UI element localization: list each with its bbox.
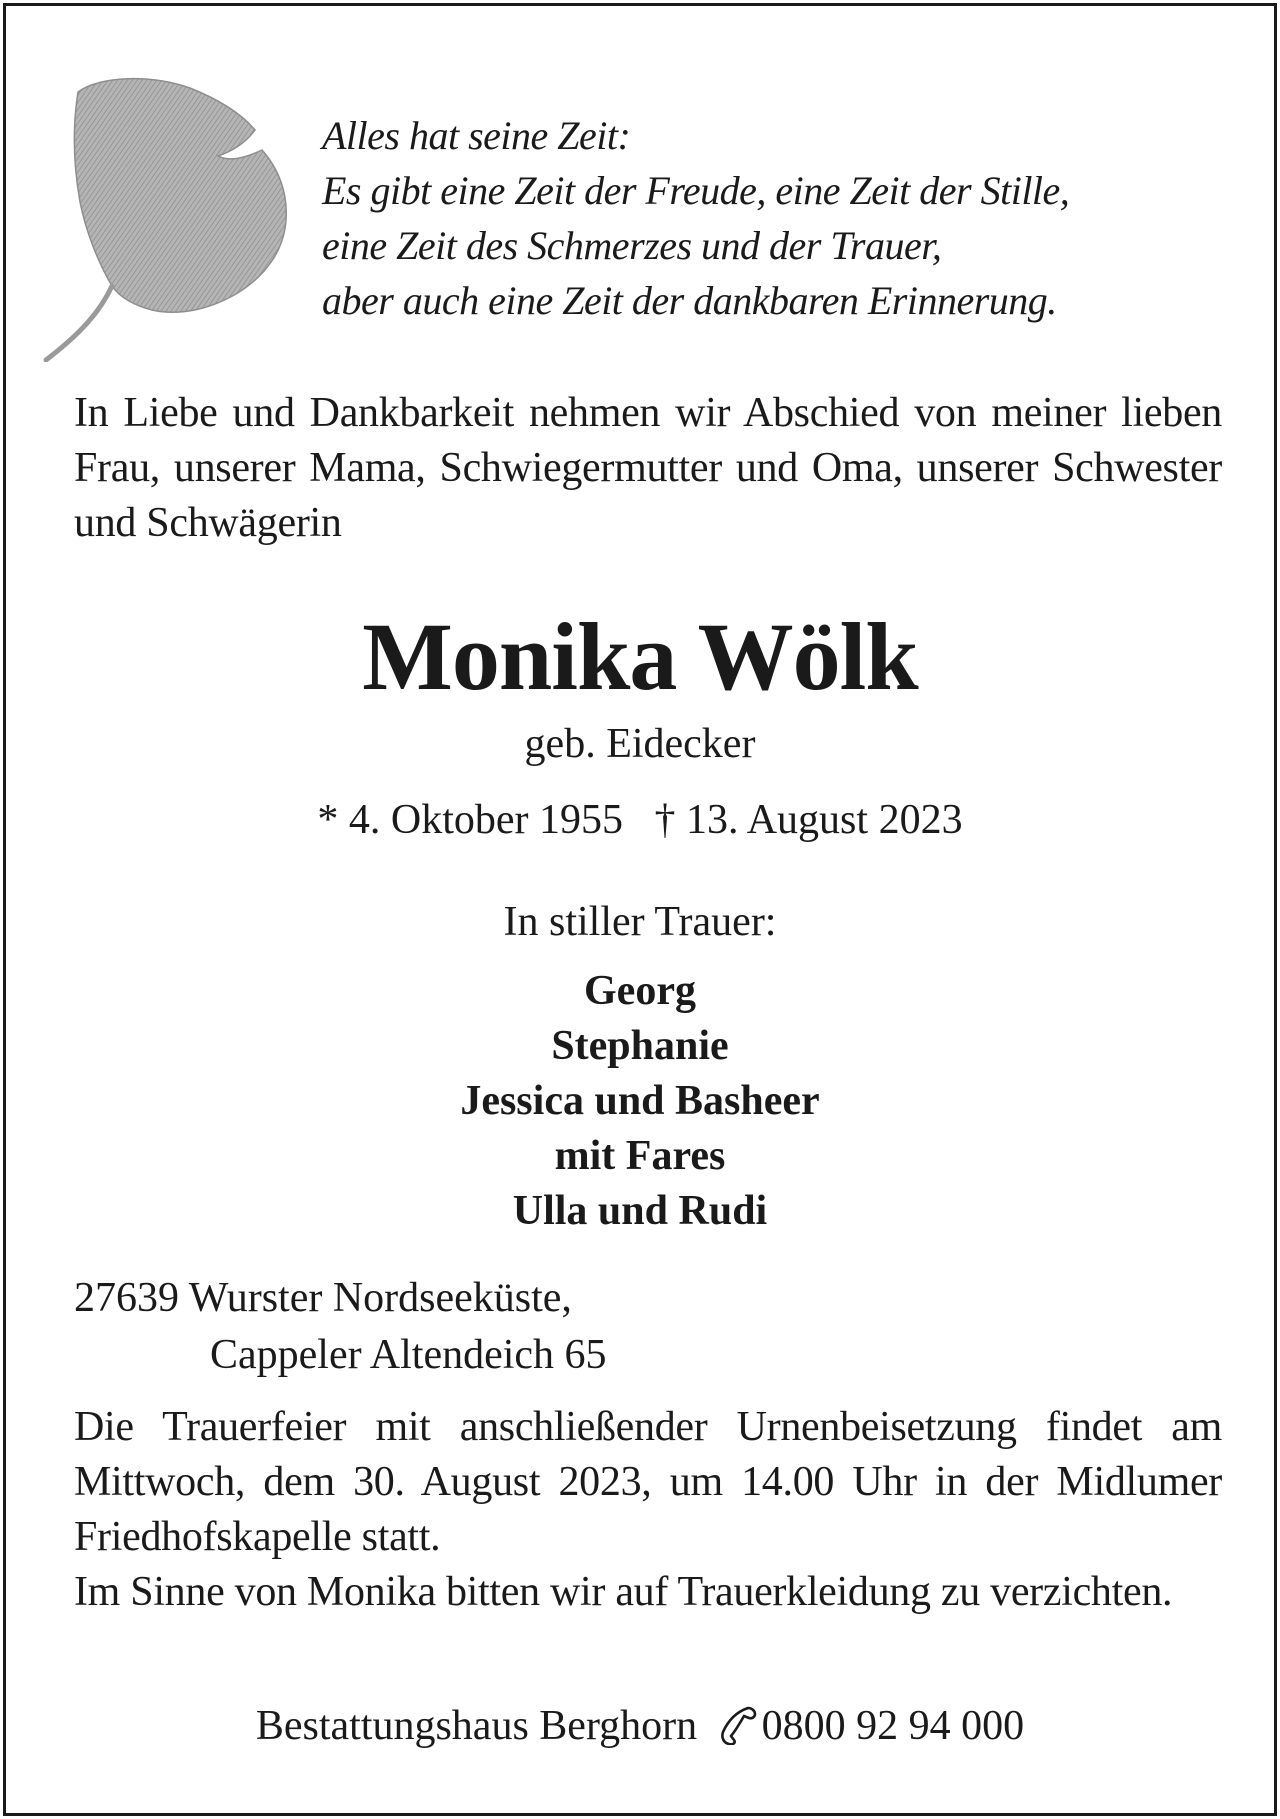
address-city: 27639 Wurster Nordseeküste,	[74, 1275, 572, 1321]
motto-line: aber auch eine Zeit der dankbaren Erinnerung.	[322, 278, 1057, 323]
motto-line: eine Zeit des Schmerzes und der Trauer,	[322, 223, 942, 268]
mourner-name: Georg	[584, 968, 696, 1014]
mourner-name: Jessica und Basheer	[460, 1078, 820, 1124]
address-street: Cappeler Altendeich 65	[210, 1332, 607, 1378]
mourner-name: Stephanie	[551, 1023, 729, 1069]
undertaker-footer	[0, 1700, 1280, 1752]
mourning-label: In stiller Trauer:	[503, 899, 777, 945]
telephone-icon	[718, 1705, 758, 1745]
service-details: Die Trauerfeier mit anschließender Urnenbeisetzung findet am Mittwoch, dem 30. August 2023, um 14.00 Uhr in der Midlumer Friedhofskapelle statt.	[74, 1404, 1222, 1560]
motto-quote	[322, 108, 1242, 328]
deceased-name: Monika Wölk	[362, 603, 918, 710]
dress-request: Im Sinne von Monika bitten wir auf Trauerkleidung zu verzichten.	[74, 1569, 1173, 1615]
death-date: † 13. August 2023	[654, 797, 963, 843]
phone-number[interactable]: 0800 92 94 000	[761, 1703, 1025, 1749]
motto-line: Es gibt eine Zeit der Freude, eine Zeit der Stille,	[322, 168, 1070, 213]
birth-date: * 4. Oktober 1955	[317, 797, 624, 843]
mourner-name: mit Fares	[554, 1133, 726, 1179]
life-dates	[0, 794, 1280, 846]
motto-line: Alles hat seine Zeit:	[322, 113, 631, 158]
undertaker-name: Bestattungshaus Berghorn	[255, 1703, 698, 1749]
maiden-name: geb. Eidecker	[524, 721, 756, 767]
ginkgo-leaf-icon	[40, 72, 300, 362]
mourner-name: Ulla und Rudi	[512, 1188, 768, 1234]
service-info	[74, 1400, 1222, 1620]
intro-text: In Liebe und Dankbarkeit nehmen wir Abschied von meiner lieben Frau, unserer Mama, Schwiegermutter und Oma, unserer Schwester und Schwägerin	[74, 390, 1222, 546]
family-address	[74, 1270, 1174, 1384]
mourners-list	[0, 964, 1280, 1239]
